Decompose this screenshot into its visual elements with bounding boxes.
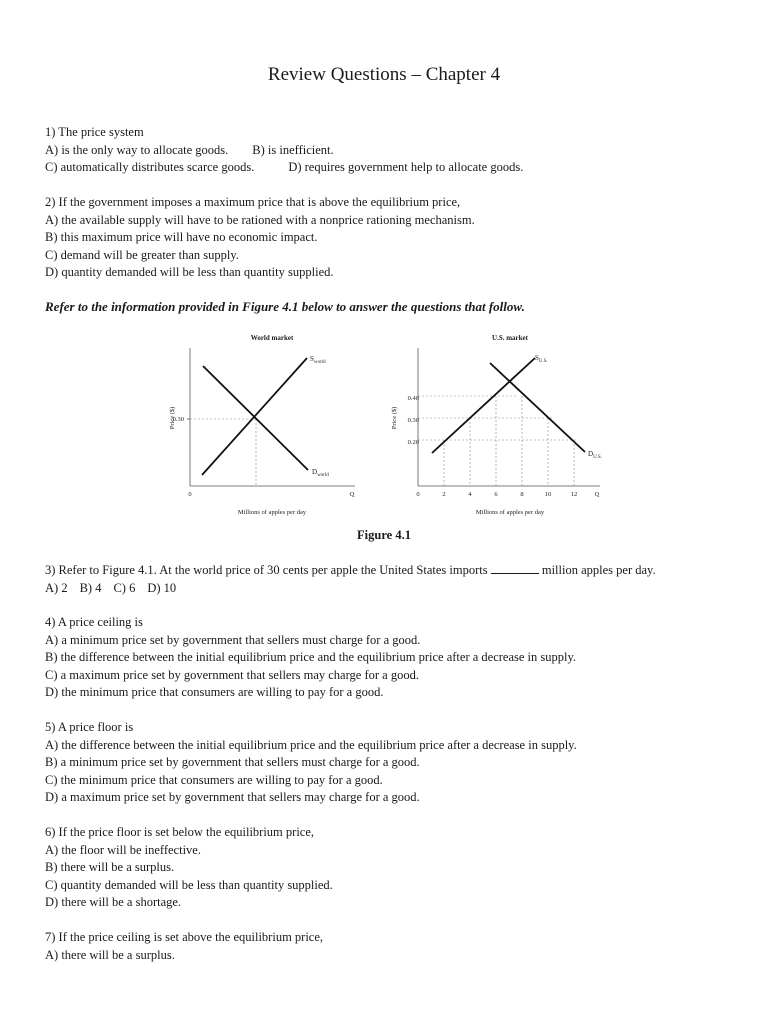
- us-x-tick-6: 6: [494, 491, 498, 498]
- us-x-tick-10: 10: [544, 491, 552, 498]
- page-title: Review Questions – Chapter 4: [267, 64, 501, 85]
- world-demand-label: $D_{world}$: [312, 468, 329, 478]
- option-d: D) requires government help to allocate goods.: [288, 160, 524, 174]
- option-b: B) 4: [79, 580, 102, 595]
- question-stem-end: million apples per day.: [541, 563, 656, 577]
- us-x-tick-12: 12: [570, 491, 578, 498]
- question-4: [45, 614, 745, 702]
- world-price-tick: 0.30: [172, 416, 184, 423]
- option-b: B) is inefficient.: [252, 142, 334, 157]
- question-6: [45, 824, 745, 912]
- option-c: C) demand will be greater than supply.: [45, 247, 239, 262]
- option-b: B) there will be a surplus.: [45, 860, 175, 874]
- option-a: A) a minimum price set by government that sellers must charge for a good.: [45, 632, 421, 647]
- world-demand-line: [203, 366, 308, 470]
- us-supply-line: [432, 358, 535, 453]
- world-origin: 0: [188, 491, 192, 498]
- figure-caption: Figure 4.1: [357, 528, 411, 542]
- option-d: D) quantity demanded will be less than quantity supplied.: [45, 265, 334, 279]
- us-y-label: Price ($): [391, 406, 398, 430]
- figure-4-1: [160, 328, 620, 528]
- us-tick-030: 0.30: [407, 417, 419, 424]
- world-q-label: Q: [349, 491, 355, 498]
- us-supply-label: $S_{U.S.}$: [535, 354, 548, 364]
- world-y-label: Price ($): [169, 406, 176, 430]
- option-c: C) 6: [113, 580, 136, 595]
- us-tick-040: 0.40: [407, 395, 419, 402]
- option-c: C) automatically distributes scarce goods.: [45, 160, 255, 174]
- world-chart-title: World market: [250, 334, 294, 342]
- option-d: D) 10: [147, 580, 177, 595]
- question-1: [45, 124, 745, 177]
- option-d: D) there will be a shortage.: [45, 895, 182, 909]
- figure-instruction: Refer to the information provided in Figure 4.1 below to answer the questions that follow.: [45, 299, 525, 314]
- option-a: A) there will be a surplus.: [45, 947, 175, 962]
- option-d: D) a maximum price set by government that sellers may charge for a good.: [45, 790, 420, 804]
- option-c: C) the minimum price that consumers are willing to pay for a good.: [45, 772, 383, 787]
- us-tick-020: 0.20: [407, 439, 419, 446]
- option-a: A) the floor will be ineffective.: [45, 842, 201, 857]
- option-a: A) 2: [45, 580, 68, 595]
- world-x-label: Millions of apples per day: [237, 509, 307, 516]
- option-d: D) the minimum price that consumers are willing to pay for a good.: [45, 685, 384, 699]
- question-stem: 2) If the government imposes a maximum price that is above the equilibrium price,: [45, 195, 461, 209]
- us-chart-title: U.S. market: [492, 334, 528, 342]
- option-c: C) quantity demanded will be less than quantity supplied.: [45, 877, 333, 892]
- question-2: [45, 194, 745, 282]
- option-c: C) a maximum price set by government that sellers may charge for a good.: [45, 667, 419, 682]
- question-stem: 5) A price floor is: [45, 720, 134, 734]
- world-supply-label: $S_{world}$: [310, 355, 326, 365]
- option-a: A) the available supply will have to be rationed with a nonprice rationing mechanism.: [45, 212, 475, 227]
- option-b: B) the difference between the initial equilibrium price and the equilibrium price after a decrease in supply.: [45, 650, 577, 664]
- us-demand-line: [490, 363, 585, 452]
- option-b: B) a minimum price set by government that sellers must charge for a good.: [45, 755, 420, 769]
- question-stem: 3) Refer to Figure 4.1. At the world price of 30 cents per apple the United States imports: [45, 563, 488, 577]
- question-stem: 4) A price ceiling is: [45, 615, 143, 629]
- option-a: A) the difference between the initial equilibrium price and the equilibrium price after a decrease in supply.: [45, 737, 577, 752]
- us-x-tick-0: 0: [416, 491, 420, 498]
- figure-svg: [160, 328, 620, 528]
- question-3: [45, 562, 745, 597]
- us-demand-label: $D_{U.S.}$: [588, 450, 602, 460]
- option-b: B) this maximum price will have no economic impact.: [45, 230, 318, 244]
- question-stem: 7) If the price ceiling is set above the equilibrium price,: [45, 930, 324, 944]
- option-a: A) is the only way to allocate goods.: [45, 142, 229, 157]
- question-stem: 6) If the price floor is set below the equilibrium price,: [45, 825, 315, 839]
- us-x-tick-8: 8: [520, 491, 524, 498]
- us-x-label: Millions of apples per day: [475, 509, 545, 516]
- answer-blank: [491, 562, 539, 574]
- us-x-tick-4: 4: [468, 491, 472, 498]
- question-7: [45, 929, 745, 964]
- us-x-tick-2: 2: [442, 491, 446, 498]
- us-q-label: Q: [594, 491, 600, 498]
- question-5: [45, 719, 745, 807]
- question-stem: 1) The price system: [45, 125, 144, 139]
